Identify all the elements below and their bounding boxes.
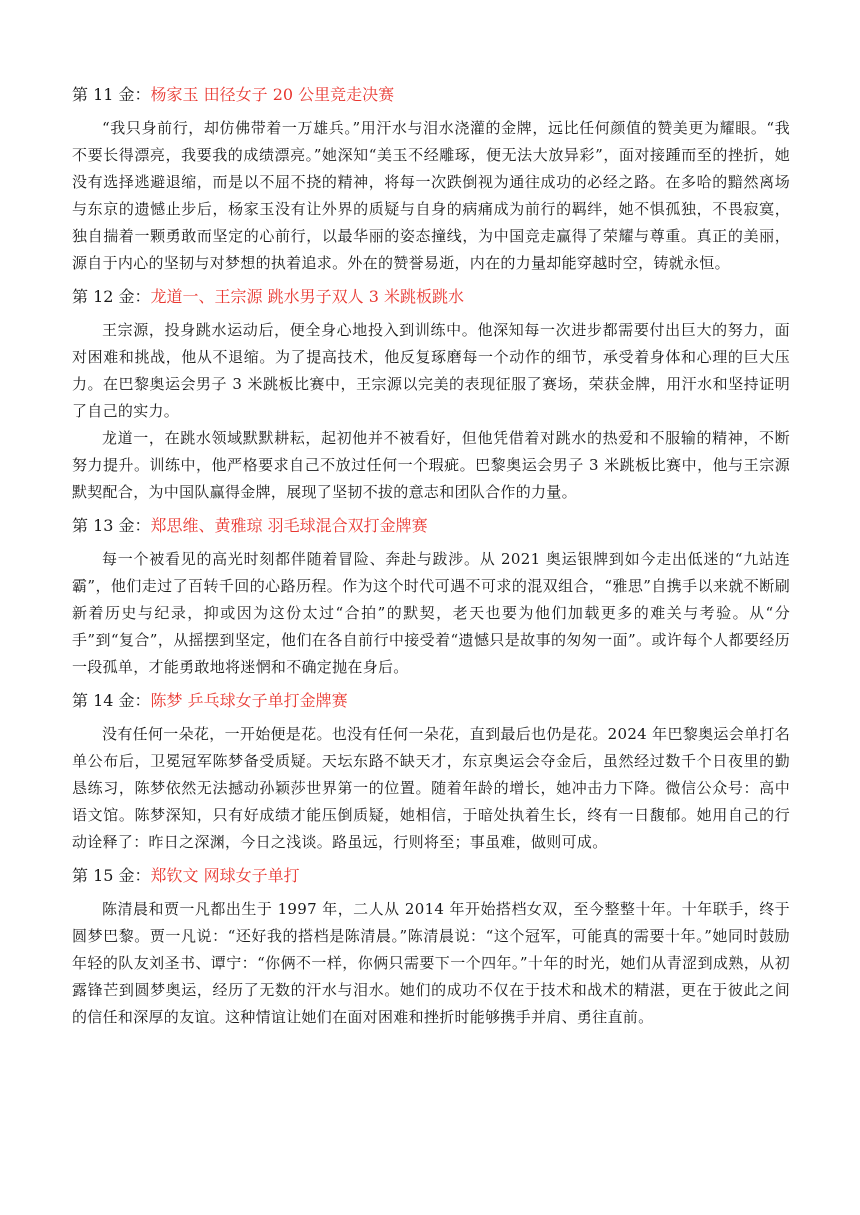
heading-prefix: 第 13 金： xyxy=(72,516,151,535)
paragraph: “我只身前行，却仿佛带着一万雄兵。”用汗水与泪水浇灌的金牌，远比任何颜值的赞美更为耀眼。“我不要长得漂亮，我要我的成绩漂亮。”她深知“美玉不经雕琢，便无法大放异彩”，面对接踵而至的挫折，她没有选择逃避退缩，而是以不屈不挠的精神，将每一次跌倒视为通往成功的必经之路。在多哈的黯然离场与东京的遗憾止步后，杨家玉没有让外界的质疑与自身的病痛成为前行的羁绊，她不惧孤独，不畏寂寞，独自揣着一颗勇敢而坚定的心前行，以最华丽的姿态撞线，为中国竞走赢得了荣耀与尊重。真正的美丽，源自于内心的坚韧与对梦想的执着追求。外在的赞誉易逝，内在的力量却能穿越时空，铸就永恒。 xyxy=(72,119,790,272)
paragraph: 王宗源，投身跳水运动后，便全身心地投入到训练中。他深知每一次进步都需要付出巨大的努力，面对困难和挑战，他从不退缩。为了提高技术，他反复琢磨每一个动作的细节，承受着身体和心理的巨大压力。在巴黎奥运会男子 3 米跳板比赛中，王宗源以完美的表现征服了赛场，荣获金牌，用汗水和坚持证明了自己的实力。 xyxy=(72,321,790,420)
heading-title: 郑思维、黄雅琼 羽毛球混合双打金牌赛 xyxy=(150,516,428,535)
section-heading xyxy=(72,690,790,712)
section-gold-14 xyxy=(72,690,790,856)
section-gold-11 xyxy=(72,84,790,277)
heading-prefix: 第 15 金： xyxy=(72,866,151,885)
section-gold-12 xyxy=(72,286,790,506)
heading-title: 杨家玉 田径女子 20 公里竞走决赛 xyxy=(150,85,395,104)
paragraph: 没有任何一朵花，一开始便是花。也没有任何一朵花，直到最后也仍是花。2024 年巴黎奥运会单打名单公布后，卫冕冠军陈梦备受质疑。天坛东路不缺天才，东京奥运会夺金后，虽然经过数千个日夜里的勤恳练习，陈梦依然无法撼动孙颖莎世界第一的位置。随着年龄的增长，她冲击力下降。微信公众号：高中语文馆。陈梦深知，只有好成绩才能压倒质疑，她相信，于暗处执着生长，终有一日馥郁。她用自己的行动诠释了：昨日之深渊，今日之浅谈。路虽远，行则将至；事虽难，做则可成。 xyxy=(72,725,790,851)
section-heading xyxy=(72,286,790,308)
heading-prefix: 第 14 金： xyxy=(72,691,151,710)
section-heading xyxy=(72,865,790,887)
document-page xyxy=(72,84,790,1031)
heading-title: 陈梦 乒乓球女子单打金牌赛 xyxy=(150,691,348,710)
heading-prefix: 第 12 金： xyxy=(72,287,151,306)
section-gold-15 xyxy=(72,865,790,1031)
heading-prefix: 第 11 金： xyxy=(72,85,151,104)
section-heading xyxy=(72,84,790,106)
heading-title: 郑钦文 网球女子单打 xyxy=(150,866,300,885)
section-heading xyxy=(72,515,790,537)
section-gold-13 xyxy=(72,515,790,681)
paragraph: 每一个被看见的高光时刻都伴随着冒险、奔赴与跋涉。从 2021 奥运银牌到如今走出低迷的“九站连霸”，他们走过了百转千回的心路历程。作为这个时代可遇不可求的混双组合，“雅思”自携手以来就不断刷新着历史与纪录，抑或因为这份太过“合拍”的默契，老天也要为他们加载更多的难关与考验。从“分手”到“复合”，从摇摆到坚定，他们在各自前行中接受着“遗憾只是故事的匆匆一面”。或许每个人都要经历一段孤单，才能勇敢地将迷惘和不确定抛在身后。 xyxy=(72,550,790,676)
heading-title: 龙道一、王宗源 跳水男子双人 3 米跳板跳水 xyxy=(150,287,464,306)
paragraph: 陈清晨和贾一凡都出生于 1997 年，二人从 2014 年开始搭档女双，至今整整十年。十年联手，终于圆梦巴黎。贾一凡说：“还好我的搭档是陈清晨。”陈清晨说：“这个冠军，可能真的需要十年。”她同时鼓励年轻的队友刘圣书、谭宁：“你俩不一样，你俩只需要下一个四年。”十年的时光，她们从青涩到成熟，从初露锋芒到圆梦奥运，经历了无数的汗水与泪水。她们的成功不仅在于技术和战术的精湛，更在于彼此之间的信任和深厚的友谊。这种情谊让她们在面对困难和挫折时能够携手并肩、勇往直前。 xyxy=(72,900,790,1026)
paragraph: 龙道一，在跳水领域默默耕耘，起初他并不被看好，但他凭借着对跳水的热爱和不服输的精神，不断努力提升。训练中，他严格要求自己不放过任何一个瑕疵。巴黎奥运会男子 3 米跳板比赛中，他与王宗源默契配合，为中国队赢得金牌，展现了坚韧不拔的意志和团队合作的力量。 xyxy=(72,429,790,501)
